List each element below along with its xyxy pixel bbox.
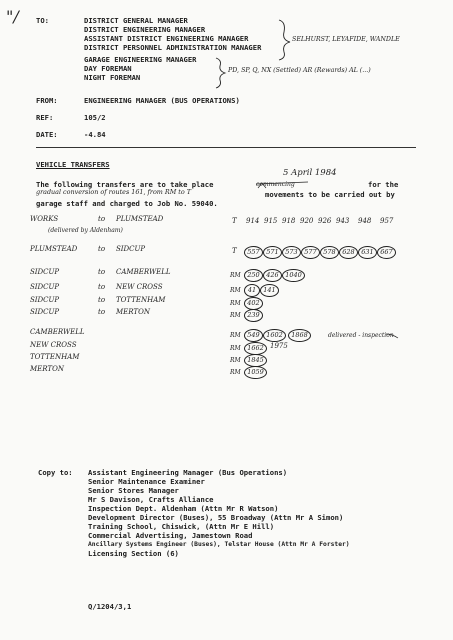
transfer-from: WORKS: [30, 215, 59, 223]
transfer-arrow: to: [98, 308, 106, 316]
transfer-type: RM: [230, 332, 241, 339]
transfer-to: CAMBERWELL: [116, 268, 171, 276]
transfer-to: PLUMSTEAD: [116, 215, 164, 223]
transfer-type: RM: [230, 312, 241, 319]
transfer-arrow: to: [98, 296, 106, 304]
vehicle-number: 943: [336, 217, 350, 225]
to-line: DISTRICT GENERAL MANAGER: [84, 16, 188, 25]
corner-mark: "/: [6, 7, 19, 26]
vehicle-number-circled: 667: [377, 246, 396, 259]
vehicle-number-circled: 1040: [282, 269, 305, 282]
copy-to-line: Development Director (Buses), 55 Broadway (Attn Mr A Simon): [88, 513, 344, 522]
to-line: DISTRICT PERSONNEL ADMINISTRATION MANAGER: [84, 43, 262, 52]
transfer-from: SIDCUP: [30, 268, 60, 276]
transfer-type: RM: [230, 369, 241, 376]
body-line-1-prefix: The following transfers are to take place: [36, 180, 214, 189]
body-handwritten-date: 5 April 1984: [283, 168, 337, 178]
transfer-from: SIDCUP: [30, 296, 60, 304]
to-line: NIGHT FOREMAN: [84, 73, 141, 82]
date-label: DATE:: [36, 130, 58, 139]
transfer-from: MERTON: [30, 365, 64, 373]
vehicle-number-circled: 1059: [244, 366, 267, 379]
transfer-type: RM: [230, 287, 241, 294]
transfer-arrow: to: [98, 283, 106, 291]
vehicle-number: 915: [264, 217, 278, 225]
to-note-depots: SELHURST, LEYAFIDE, WANDLE: [292, 36, 400, 43]
transfer-from: SIDCUP: [30, 308, 60, 316]
from-value: ENGINEERING MANAGER (BUS OPERATIONS): [84, 96, 240, 105]
vehicle-number-circled: 1845: [244, 354, 267, 367]
transfer-to: TOTTENHAM: [116, 296, 166, 304]
transfer-to: NEW CROSS: [116, 283, 163, 291]
subject-heading: VEHICLE TRANSFERS: [36, 160, 110, 169]
vehicle-number-circled: 250: [244, 269, 263, 282]
to-line: DISTRICT ENGINEERING MANAGER: [84, 25, 206, 34]
to-line: GARAGE ENGINEERING MANAGER: [84, 55, 197, 64]
vehicle-number: 920: [300, 217, 314, 225]
copy-to-line: Mr S Davison, Crafts Alliance: [88, 495, 214, 504]
vehicle-number-circled: 1868: [288, 329, 311, 342]
vehicle-number-circled: 578: [320, 246, 339, 259]
copy-to-line: Inspection Dept. Aldenham (Attn Mr R Watson): [88, 504, 279, 513]
vehicle-number-circled: 577: [301, 246, 320, 259]
vehicle-number-circled: 402: [244, 297, 263, 310]
vehicle-number-circled: 41: [244, 284, 260, 297]
vehicle-number-circled: 426: [263, 269, 282, 282]
vehicle-number-circled: 1662: [244, 342, 267, 355]
vehicle-number: 948: [358, 217, 372, 225]
copy-to-line: Senior Stores Manager: [88, 486, 179, 495]
transfer-type: RM: [230, 345, 241, 352]
transfer-from: SIDCUP: [30, 283, 60, 291]
vehicle-number: 926: [318, 217, 332, 225]
to-line: ASSISTANT DISTRICT ENGINEERING MANAGER: [84, 34, 249, 43]
vehicle-number-circled: 573: [282, 246, 301, 259]
copy-to-line: Licensing Section (6): [88, 549, 179, 558]
body-line-2-suffix: movements to be carried out by: [265, 190, 395, 199]
copy-to-line: Ancillary Systems Engineer (Buses), Telstar House (Attn Mr A Forster): [88, 541, 350, 548]
date-value: -4.84: [84, 130, 106, 139]
copy-to-line: Senior Maintenance Examiner: [88, 477, 205, 486]
vehicle-number: 957: [380, 217, 394, 225]
copy-to-line: Training School, Chiswick, (Attn Mr E Hill): [88, 522, 275, 531]
body-line-3: garage staff and charged to Job No. 59040.: [36, 199, 218, 208]
transfer-arrow: to: [98, 215, 106, 223]
to-label: TO:: [36, 16, 49, 25]
body-line-1-suffix: for the: [368, 180, 399, 189]
transfer-arrow: to: [98, 268, 106, 276]
from-label: FROM:: [36, 96, 58, 105]
transfer-from: PLUMSTEAD: [30, 245, 78, 253]
transfer-type: T: [232, 247, 237, 255]
transfer-from: CAMBERWELL: [30, 328, 85, 336]
vehicle-number: 918: [282, 217, 296, 225]
vehicle-number-circled: 549: [244, 329, 263, 342]
transfer-type: RM: [230, 357, 241, 364]
transfer-type: RM: [230, 272, 241, 279]
vehicle-number: 1975: [270, 342, 288, 350]
transfer-arrow: to: [98, 245, 106, 253]
body-handwritten-route: gradual conversion of routes 161, from RM to T: [36, 188, 191, 196]
copy-to-line: Assistant Engineering Manager (Bus Operations): [88, 468, 288, 477]
transfer-from: NEW CROSS: [30, 341, 77, 349]
transfer-type: T: [232, 217, 237, 225]
transfer-from: TOTTENHAM: [30, 353, 80, 361]
transfer-type: RM: [230, 300, 241, 307]
footer-reference: Q/1204/3,1: [88, 602, 132, 611]
vehicle-number-circled: 239: [244, 309, 263, 322]
copy-to-line: Commercial Advertising, Jamestown Road: [88, 531, 253, 540]
header-divider: [36, 147, 416, 148]
copy-to-label: Copy to:: [38, 468, 73, 477]
vehicle-number-circled: 631: [358, 246, 377, 259]
to-line: DAY FOREMAN: [84, 64, 132, 73]
body-struck-word: commencing: [256, 181, 295, 188]
transfer-note: delivered - inspection: [328, 332, 394, 339]
to-note-garages: PD, SP, Q, NX (Settled) AR (Rewards) AL (...): [228, 67, 371, 74]
vehicle-number-circled: 141: [260, 284, 279, 297]
transfer-to: MERTON: [116, 308, 150, 316]
transfer-sub: (delivered by Aldenham): [48, 227, 123, 234]
vehicle-number-circled: 628: [339, 246, 358, 259]
vehicle-number: 914: [246, 217, 260, 225]
transfer-to: SIDCUP: [116, 245, 146, 253]
vehicle-number-circled: 557: [244, 246, 263, 259]
ref-label: REF:: [36, 113, 54, 122]
vehicle-number-circled: 1602: [263, 329, 286, 342]
ref-value: 105/2: [84, 113, 106, 122]
vehicle-number-circled: 571: [263, 246, 282, 259]
